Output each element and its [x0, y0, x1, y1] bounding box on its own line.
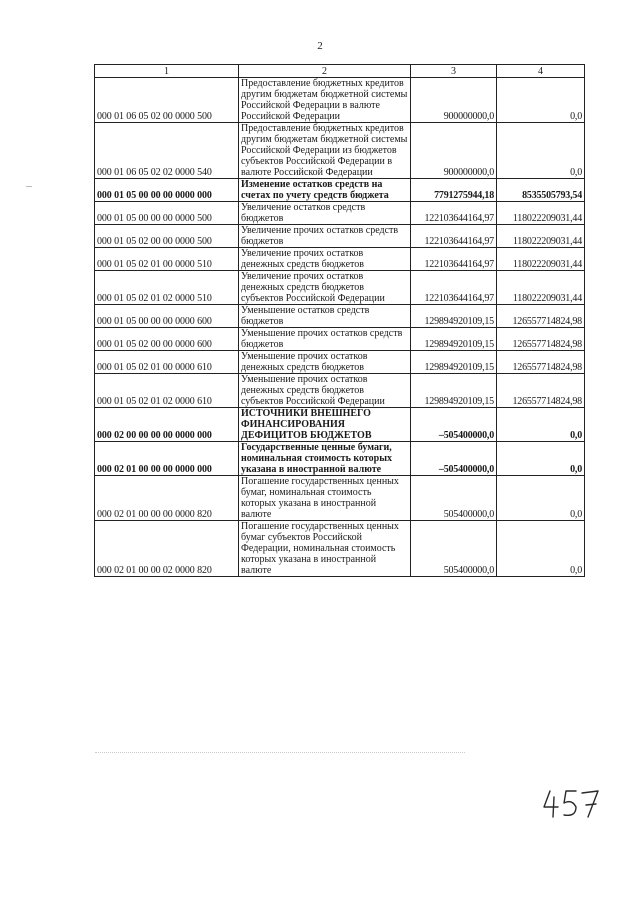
budget-sources-table [94, 64, 585, 577]
row-description: Предоставление бюджетных кредитов другим бюджетам бюджетной системы Российской Федерации в валюте Российской Федерации [239, 78, 411, 123]
row-value-col-4: 8535505793,54 [497, 179, 585, 202]
row-value-col-4: 0,0 [497, 521, 585, 577]
table-row [95, 351, 585, 374]
row-value-col-3: 900000000,0 [411, 78, 497, 123]
table-row [95, 123, 585, 179]
row-value-col-4: 118022209031,44 [497, 248, 585, 271]
table-row [95, 374, 585, 408]
table-row [95, 248, 585, 271]
row-value-col-4: 118022209031,44 [497, 202, 585, 225]
row-value-col-4: 118022209031,44 [497, 225, 585, 248]
table-body [95, 78, 585, 577]
row-value-col-3: 129894920109,15 [411, 328, 497, 351]
row-value-col-4: 126557714824,98 [497, 374, 585, 408]
row-value-col-4: 0,0 [497, 78, 585, 123]
row-description: Увеличение прочих остатков денежных средств бюджетов субъектов Российской Федерации [239, 271, 411, 305]
row-code: 000 01 05 02 00 00 0000 600 [95, 328, 239, 351]
row-value-col-3: 7791275944,18 [411, 179, 497, 202]
margin-mark [26, 186, 32, 187]
header-col-4: 4 [497, 65, 585, 78]
row-description: Погашение государственных ценных бумаг, номинальная стоимость которых указана в иностранной валюте [239, 476, 411, 521]
row-value-col-3: 505400000,0 [411, 476, 497, 521]
row-value-col-3: 122103644164,97 [411, 248, 497, 271]
row-value-col-3: 505400000,0 [411, 521, 497, 577]
table-row [95, 476, 585, 521]
table-row [95, 442, 585, 476]
row-code: 000 02 01 00 00 00 0000 820 [95, 476, 239, 521]
handwritten-page-number [536, 785, 606, 821]
row-value-col-3: 122103644164,97 [411, 202, 497, 225]
row-value-col-4: 0,0 [497, 123, 585, 179]
table-row [95, 225, 585, 248]
table-row [95, 305, 585, 328]
row-value-col-3: 129894920109,15 [411, 351, 497, 374]
table-header-row [95, 65, 585, 78]
row-description: Уменьшение остатков средств бюджетов [239, 305, 411, 328]
row-value-col-3: –505400000,0 [411, 442, 497, 476]
row-code: 000 02 01 00 00 02 0000 820 [95, 521, 239, 577]
header-col-3: 3 [411, 65, 497, 78]
row-code: 000 01 05 00 00 00 0000 500 [95, 202, 239, 225]
row-description: Уменьшение прочих остатков денежных средств бюджетов субъектов Российской Федерации [239, 374, 411, 408]
row-value-col-4: 126557714824,98 [497, 328, 585, 351]
row-code: 000 01 06 05 02 00 0000 500 [95, 78, 239, 123]
header-col-1: 1 [95, 65, 239, 78]
row-code: 000 01 05 00 00 00 0000 600 [95, 305, 239, 328]
row-code: 000 01 05 00 00 00 0000 000 [95, 179, 239, 202]
row-value-col-4: 0,0 [497, 442, 585, 476]
row-code: 000 02 00 00 00 00 0000 000 [95, 408, 239, 442]
row-value-col-3: 129894920109,15 [411, 374, 497, 408]
table-row [95, 78, 585, 123]
table-row [95, 328, 585, 351]
row-description: Увеличение прочих остатков средств бюджетов [239, 225, 411, 248]
table-row [95, 179, 585, 202]
row-description: Уменьшение прочих остатков средств бюджетов [239, 328, 411, 351]
row-value-col-4: 126557714824,98 [497, 305, 585, 328]
row-description: Предоставление бюджетных кредитов другим бюджетам бюджетной системы Российской Федерации из бюджетов субъектов Российской Федерации в валюте Российской Федерации [239, 123, 411, 179]
row-description: ИСТОЧНИКИ ВНЕШНЕГО ФИНАНСИРОВАНИЯ ДЕФИЦИТОВ БЮДЖЕТОВ [239, 408, 411, 442]
table-row [95, 521, 585, 577]
dotted-scan-line [95, 752, 465, 753]
header-col-2: 2 [239, 65, 411, 78]
page-number: 2 [317, 40, 323, 52]
row-code: 000 01 05 02 01 00 0000 610 [95, 351, 239, 374]
row-code: 000 01 05 02 00 00 0000 500 [95, 225, 239, 248]
row-value-col-3: –505400000,0 [411, 408, 497, 442]
row-value-col-4: 118022209031,44 [497, 271, 585, 305]
row-code: 000 01 05 02 01 00 0000 510 [95, 248, 239, 271]
row-description: Государственные ценные бумаги, номинальная стоимость которых указана в иностранной валюте [239, 442, 411, 476]
row-code: 000 02 01 00 00 00 0000 000 [95, 442, 239, 476]
row-description: Увеличение остатков средств бюджетов [239, 202, 411, 225]
table-row [95, 202, 585, 225]
row-value-col-3: 900000000,0 [411, 123, 497, 179]
table-row [95, 271, 585, 305]
row-code: 000 01 05 02 01 02 0000 610 [95, 374, 239, 408]
row-code: 000 01 06 05 02 02 0000 540 [95, 123, 239, 179]
row-description: Увеличение прочих остатков денежных средств бюджетов [239, 248, 411, 271]
row-description: Уменьшение прочих остатков денежных средств бюджетов [239, 351, 411, 374]
row-value-col-3: 122103644164,97 [411, 271, 497, 305]
row-value-col-4: 0,0 [497, 476, 585, 521]
row-description: Погашение государственных ценных бумаг субъектов Российской Федерации, номинальная стоимость которых указана в иностранной валюте [239, 521, 411, 577]
row-code: 000 01 05 02 01 02 0000 510 [95, 271, 239, 305]
row-value-col-4: 0,0 [497, 408, 585, 442]
table-row [95, 408, 585, 442]
row-value-col-3: 129894920109,15 [411, 305, 497, 328]
row-value-col-3: 122103644164,97 [411, 225, 497, 248]
row-description: Изменение остатков средств на счетах по учету средств бюджета [239, 179, 411, 202]
row-value-col-4: 126557714824,98 [497, 351, 585, 374]
